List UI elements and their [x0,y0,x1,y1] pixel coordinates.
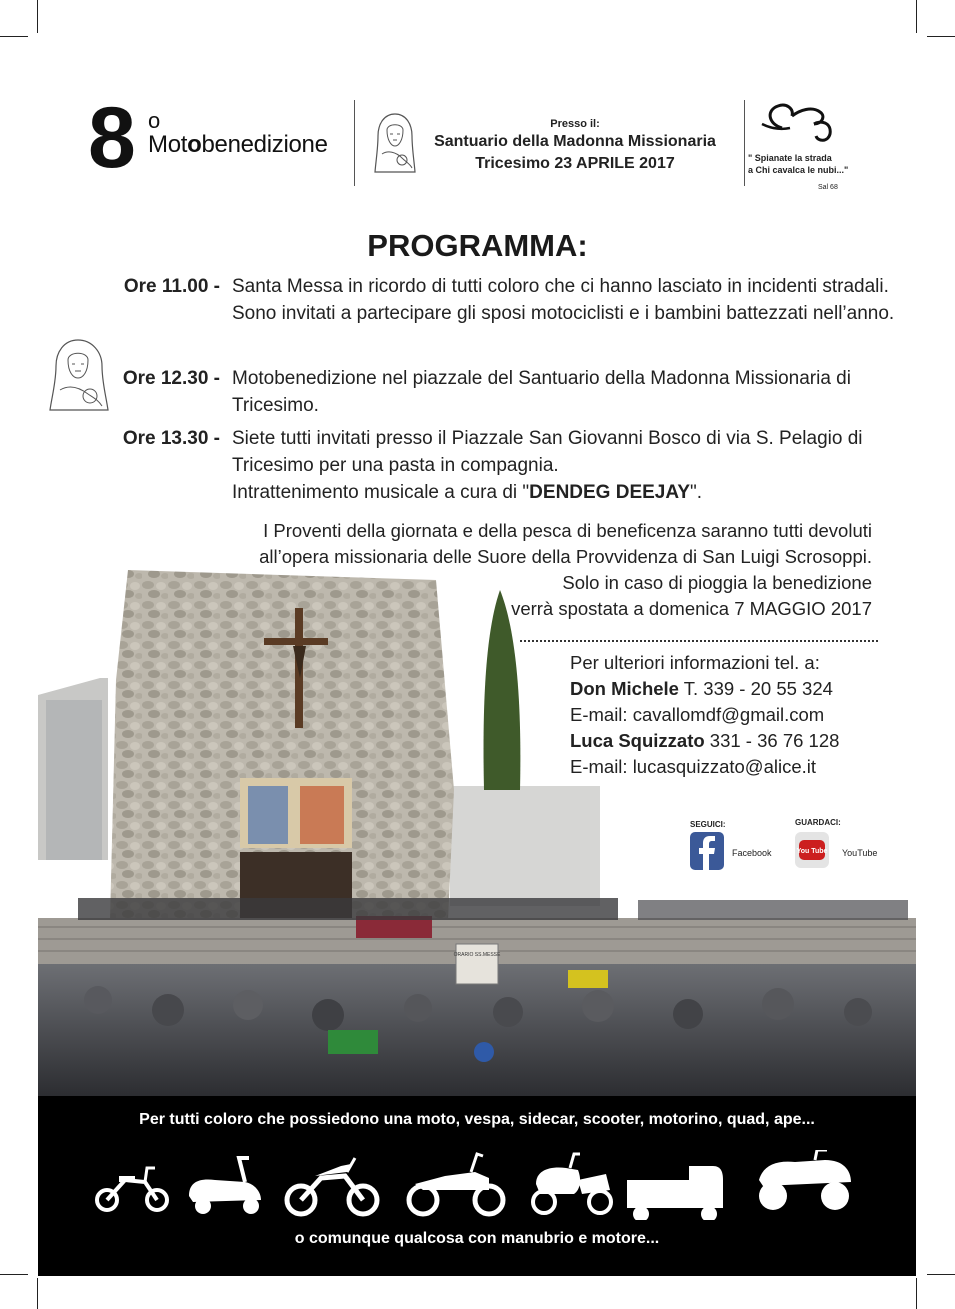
rider-logo-icon [760,98,850,148]
quad-icon [759,1150,851,1210]
header-divider [744,100,745,186]
note-line: verrà spostata a domenica 7 MAGGIO 2017 [511,598,872,619]
crop-mark [916,0,917,33]
crop-mark [927,36,955,37]
sanctuary-name: Santuario della Madonna Missionaria [434,133,716,150]
note-line: all’opera missionaria delle Suore della Provvidenza di San Luigi Scrosoppi. [259,546,872,567]
program-description [232,425,922,506]
program-line: Sono invitati a partecipare gli sposi motociclisti e i bambini battezzati nell’anno. [232,303,895,324]
program-time: Ore 11.00 - [123,276,220,297]
psalm-quote-line: a Chi cavalca le nubi..." [748,165,849,175]
scooter-icon [189,1158,261,1214]
crop-mark [0,1274,28,1275]
contact-line [570,728,839,754]
vehicle-silhouettes [90,1150,870,1220]
note-line: I Proventi della giornata e della pesca di beneficenza saranno tutti devoluti [263,520,872,541]
program-time: Ore 13.30 - [122,428,220,449]
program-line: Siete tutti invitati presso il Piazzale San Giovanni Bosco di via S. Pelagio di [232,428,863,449]
dirt-bike-icon [287,1158,377,1214]
program-line: Tricesimo per una pasta in compagnia. [232,455,559,476]
program-line-part: Intrattenimento musicale a cura di " [232,482,530,503]
event-title [148,131,328,159]
contact-info [570,650,839,780]
contact-email: E-mail: lucasquizzato@alice.it [570,756,817,777]
program-time: Ore 12.30 - [122,368,220,389]
facebook-icon[interactable] [690,832,724,870]
program-line: Motobenedizione nel piazzale del Santuario della Madonna Missionaria di Tricesimo. [232,368,851,416]
youtube-icon-text: You Tube [796,848,828,855]
event-title-part: benedizione [201,131,328,158]
crop-mark [927,1274,955,1275]
youtube-label[interactable]: YouTube [842,848,878,858]
psalm-quote [748,152,863,176]
header-divider [354,100,355,186]
event-title-part: o [187,131,202,158]
edition-number: 8 [88,90,134,186]
contact-phone: 331 - 36 76 128 [704,730,840,751]
youtube-icon[interactable] [795,832,829,868]
psalm-ref: Sal 68 [818,184,838,191]
crop-mark [37,0,38,33]
moped-icon [97,1168,167,1210]
contact-email: E-mail: cavallomdf@gmail.com [570,704,825,725]
contact-name: Luca Squizzato [570,730,705,751]
presso-label: Presso il: [550,118,600,130]
program-description [232,273,922,327]
banner-footer: o comunque qualcosa con manubrio e motore... [294,1230,660,1247]
place-date: Tricesimo 23 APRILE 2017 [475,155,675,172]
crop-mark [37,1278,38,1309]
ape-icon [627,1166,723,1220]
program-line-part: ". [690,482,703,503]
program-title: PROGRAMMA: [367,228,588,263]
program-line: Santa Messa in ricordo di tutti coloro che ci hanno lasciato in incidenti stradali. [232,276,889,297]
program-description [232,365,922,419]
program-line [232,479,922,506]
contact-phone: T. 339 - 20 55 324 [678,678,833,699]
dj-name: DENDEG DEEJAY [529,482,691,503]
edition-degree: o [148,108,161,133]
facebook-label[interactable]: Facebook [732,848,772,858]
notes-divider [520,640,878,642]
notice-board-text: ORARIO SS.MESSE [453,952,501,958]
note-line: Solo in caso di pioggia la benedizione [562,572,872,593]
crop-mark [916,1278,917,1309]
contact-line [570,676,839,702]
contact-name: Don Michele [570,678,679,699]
contact-intro: Per ulteriori informazioni tel. a: [570,652,820,673]
follow-label: SEGUICI: [690,820,726,829]
notes [230,518,872,622]
watch-label: GUARDACI: [795,818,841,827]
event-title-part: Mot [148,131,188,158]
motorcycle-icon [409,1154,503,1214]
madonna-icon [372,110,418,178]
psalm-quote-line: " Spianate la strada [748,153,832,163]
sidecar-icon [533,1154,611,1213]
crop-mark [0,36,28,37]
banner-headline: Per tutti coloro che possiedono una moto, vespa, sidecar, scooter, motorino, quad, ape... [139,1111,815,1128]
